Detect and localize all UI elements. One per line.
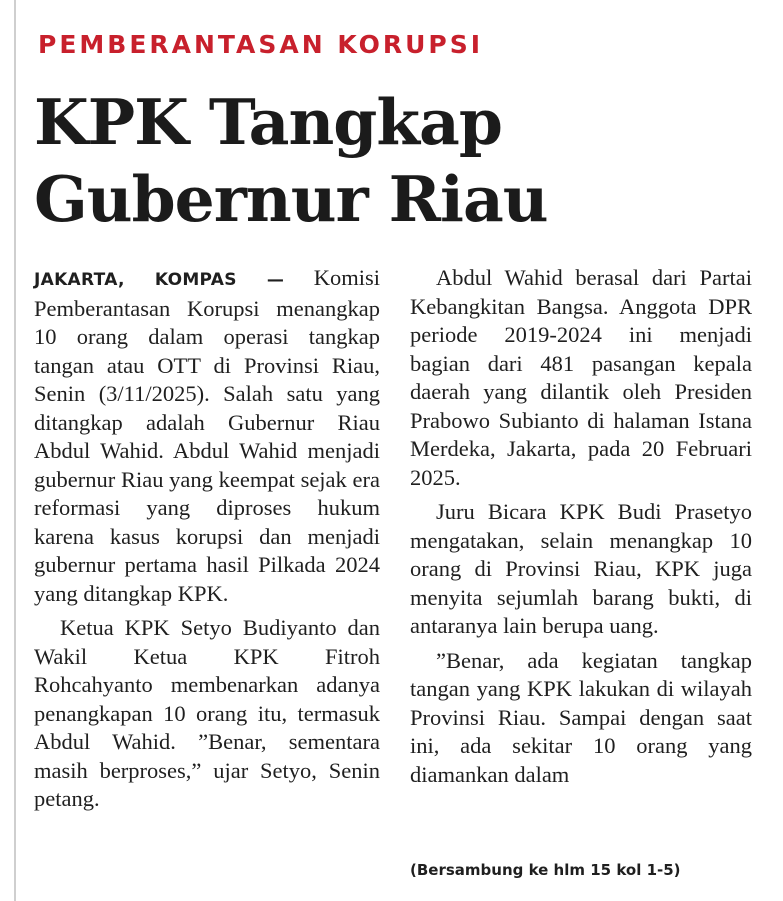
paragraph: Juru Bicara KPK Budi Prasetyo mengatakan, selain menangkap 10 orang di Provinsi Riau, KPK juga menyita sejumlah barang bukti, di antaranya lain berupa uang. <box>410 499 752 638</box>
paragraph: Abdul Wahid berasal dari Partai Kebangkitan Bangsa. Anggota DPR periode 2019-2024 ini menjadi bagian dari 481 pasangan kepala daerah yang dilantik oleh Presiden Prabowo Subianto di halaman Istana Merdeka, Jakarta, pada 20 Februari 2025. <box>410 265 752 490</box>
paragraph: Ketua KPK Setyo Budiyanto dan Wakil Ketua KPK Fitroh Rohcahyanto membenarkan adanya penangkapan 10 orang itu, termasuk Abdul Wahid. ”Benar, sementara masih berproses,” ujar Setyo, Senin petang. <box>34 615 380 811</box>
column-divider-rule <box>14 0 16 901</box>
paragraph-text: Komisi Pemberantasan Korupsi menangkap 10 orang dalam operasi tangkap tangan atau OTT di Provinsi Riau, Senin (3/11/2025). Salah satu yang ditangkap adalah Gubernur Riau Abdul Wahid. Abdul Wahid menjadi gubernur Riau yang keempat sejak era reformasi yang diproses hukum karena kasus korupsi dan menjadi gubernur pertama hasil Pilkada 2024 yang ditangkap KPK. <box>34 265 380 606</box>
continuation-note: (Bersambung ke hlm 15 kol 1-5) <box>410 861 681 879</box>
section-rubric: PEMBERANTASAN KORUPSI <box>38 30 484 59</box>
lead-paragraph <box>34 264 380 608</box>
headline: KPK Tangkap Gubernur Riau <box>34 85 548 236</box>
article-column-left <box>34 264 380 814</box>
article-column-right <box>410 264 752 789</box>
dateline: JAKARTA, KOMPAS — <box>34 270 285 290</box>
paragraph: ”Benar, ada kegiatan tangkap tangan yang KPK lakukan di wilayah Provinsi Riau. Sampai dengan saat ini, ada sekitar 10 orang yang diamankan dalam <box>410 647 752 787</box>
